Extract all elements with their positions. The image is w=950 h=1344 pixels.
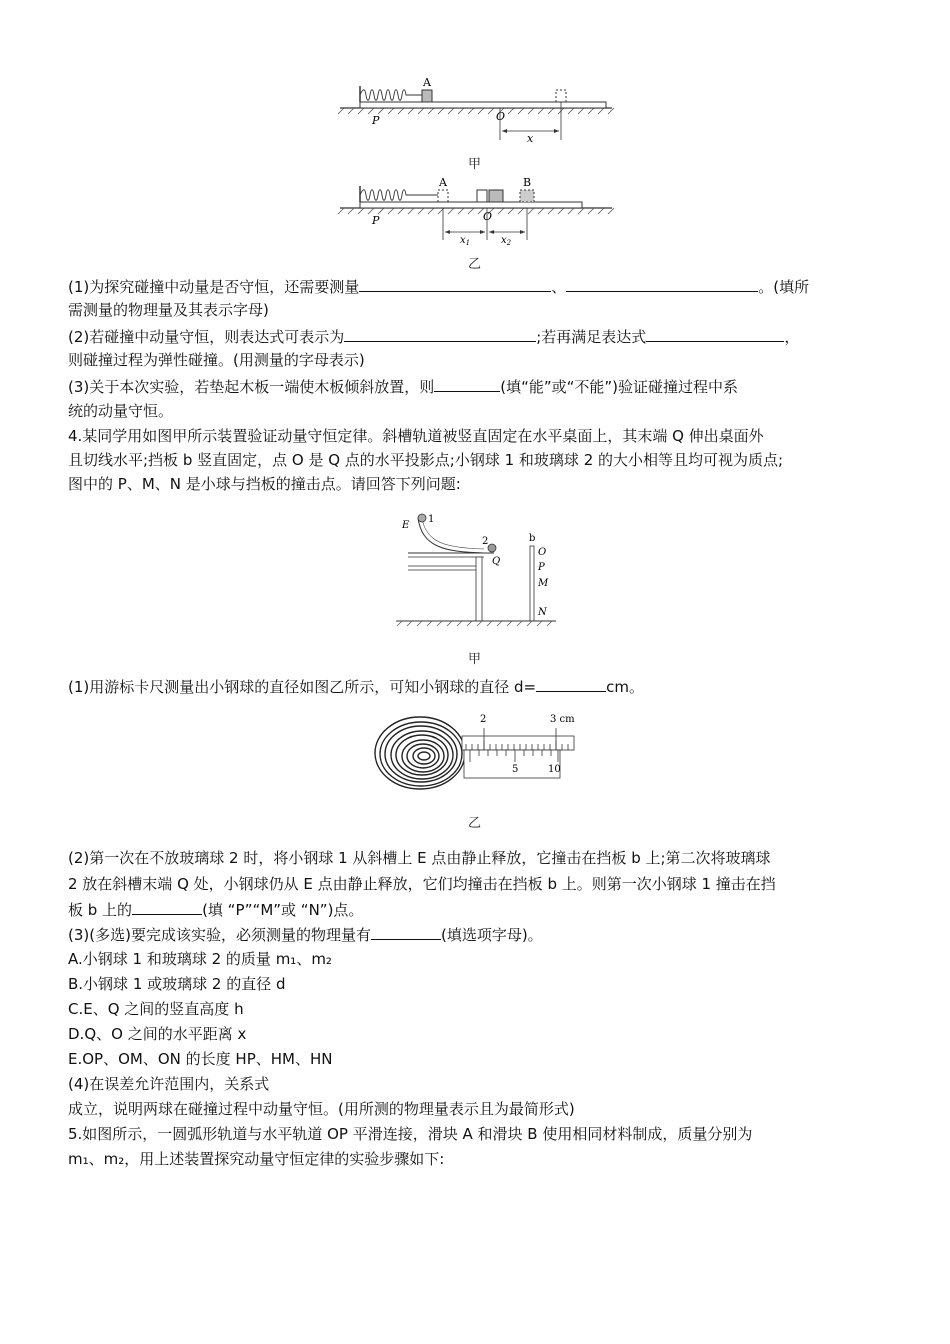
answer-blank[interactable]: [566, 276, 758, 292]
ball-1: [418, 514, 426, 522]
q5-line2: m₁、m₂，用上述装置探究动量守恒定律的实验步骤如下:: [68, 1150, 445, 1168]
figure-jia-spring-track: [336, 74, 616, 154]
label-m: M: [538, 578, 549, 589]
figure-jia-caption: 甲: [468, 157, 482, 172]
answer-blank[interactable]: [132, 899, 202, 915]
answer-blank[interactable]: [344, 326, 536, 342]
label-o: O: [538, 547, 547, 558]
label-n: N: [538, 607, 547, 618]
label-ball-2: 2: [482, 536, 489, 547]
spring: [360, 90, 422, 101]
q3-p3-text-b: (填“能”或“不能”)验证碰撞过程中系: [500, 378, 739, 396]
q4-part4-line2: 成立，说明两球在碰撞过程中动量守恒。(用所测的物理量表示且为最简形式): [68, 1100, 575, 1118]
label-o: O: [496, 110, 506, 123]
block-a: [422, 90, 432, 102]
q3-part1-line2: 需测量的物理量及其表示字母): [68, 301, 269, 319]
q3-p1-text-c: 。(填所: [758, 278, 810, 296]
figure-jia-incline-apparatus: [394, 508, 560, 632]
q3-p1-text-b: 、: [551, 278, 567, 296]
q4-p3-text-b: (填选项字母)。: [440, 926, 543, 944]
label-a: A: [439, 176, 447, 189]
q3-part2-line2: 则碰撞过程为弹性碰撞。(用测量的字母表示): [68, 351, 365, 369]
q4-part1: [68, 676, 644, 697]
wooden-board: [360, 102, 606, 108]
label-b: b: [529, 533, 536, 544]
arrow-head-right: [554, 129, 559, 133]
block-a-dashed: [556, 90, 566, 102]
q5-line1: 5.如图所示，一圆弧形轨道与水平轨道 OP 平滑连接，滑块 A 和滑块 B 使用相同材料制成，质量分别为: [68, 1125, 753, 1143]
q3-part3-line2: 统的动量守恒。: [68, 402, 174, 420]
table-leg: [476, 557, 482, 621]
q4-part3: [68, 924, 543, 945]
answer-blank[interactable]: [371, 924, 441, 940]
label-x2: $x_2$: [501, 235, 512, 247]
q4-p1-text-b: cm。: [606, 678, 644, 696]
q4-part2-line1: (2)第一次在不放玻璃球 2 时，将小钢球 1 从斜槽上 E 点由静止释放，它撞击在挡板 b 上;第二次将玻璃球: [68, 849, 771, 867]
q3-p3-text-a: (3)关于本次实验，若垫起木板一端使木板倾斜放置，则: [68, 378, 435, 396]
figure-yi-collision-track: [336, 176, 616, 252]
block-a-dashed: [438, 190, 448, 202]
q4-intro-line2: 且切线水平;挡板 b 竖直固定，点 O 是 Q 点的水平投影点;小钢球 1 和玻璃球 2 的大小相等且均可视为质点;: [68, 451, 784, 469]
answer-blank[interactable]: [646, 326, 784, 342]
label-o: O: [483, 210, 493, 223]
label-b: B: [523, 176, 532, 189]
q3-p2-text-b: ;若再满足表达式: [536, 328, 647, 346]
label-x1: $x_1$: [460, 235, 471, 247]
q3-p1-text-a: (1)为探究碰撞中动量是否守恒，还需要测量: [68, 278, 360, 296]
q4-option-a: A.小钢球 1 和玻璃球 2 的质量 m₁、m₂: [68, 950, 332, 968]
label-a: A: [423, 76, 431, 89]
q3-p2-text-a: (2)若碰撞中动量守恒，则表达式可表示为: [68, 328, 345, 346]
label-q: Q: [492, 556, 501, 567]
answer-blank[interactable]: [434, 376, 500, 392]
main-tick-2-label: 2: [480, 714, 487, 725]
block-b: [489, 190, 503, 202]
q4-p2-text-d: (填 “P”“M”或 “N”)点。: [202, 901, 364, 919]
ball-2: [488, 544, 496, 552]
q3-p2-text-c: ，: [784, 328, 800, 346]
label-x: x: [527, 132, 534, 145]
main-scale-body: [462, 736, 574, 750]
figure-jia-incline-caption: 甲: [468, 652, 482, 667]
q4-part2-line3: [68, 899, 363, 920]
q3-part1-line1: [68, 276, 809, 297]
vernier-10-label: 10: [548, 764, 561, 775]
label-e: E: [402, 520, 410, 531]
q3-part2-line1: [68, 326, 799, 347]
block-white: [477, 190, 487, 202]
figure-yi-caliper-caption: 乙: [468, 816, 482, 831]
q4-p1-text-a: (1)用游标卡尺测量出小钢球的直径如图乙所示，可知小钢球的直径 d=: [68, 678, 537, 696]
label-ball-1: 1: [428, 514, 435, 525]
label-p: P: [372, 214, 380, 227]
arrow-head-left: [502, 129, 507, 133]
figure-yi-vernier-caliper: [370, 706, 580, 806]
fingerprint-icon: [375, 717, 465, 789]
q4-intro-line3: 图中的 P、M、N 是小球与挡板的撞击点。请回答下列问题:: [68, 475, 461, 493]
wooden-board: [360, 202, 582, 208]
q4-option-c: C.E、Q 之间的竖直高度 h: [68, 1000, 244, 1018]
spring: [360, 190, 438, 201]
q4-option-e: E.OP、OM、ON 的长度 HP、HM、HN: [68, 1050, 333, 1068]
vernier-5-label: 5: [512, 764, 519, 775]
block-b-dashed: [520, 190, 534, 202]
floor-hatch: [397, 621, 552, 626]
answer-blank[interactable]: [359, 276, 551, 292]
figure-yi-caption: 乙: [468, 257, 482, 272]
q4-part4-line1: (4)在误差允许范围内，关系式: [68, 1075, 270, 1093]
q4-p2-text-c: 板 b 上的: [68, 901, 133, 919]
q4-option-b: B.小钢球 1 或玻璃球 2 的直径 d: [68, 975, 286, 993]
board-b: [530, 546, 534, 621]
q4-option-d: D.Q、O 之间的水平距离 x: [68, 1025, 247, 1043]
label-p: P: [538, 562, 545, 573]
answer-blank[interactable]: [536, 676, 606, 692]
q3-part3-line1: [68, 376, 738, 397]
q4-p3-text-a: (3)(多选)要完成该实验，必须测量的物理量有: [68, 926, 371, 944]
main-tick-3-label: 3 cm: [550, 714, 575, 725]
q4-intro-line1: 4.某同学用如图甲所示装置验证动量守恒定律。斜槽轨道被竖直固定在水平桌面上，其末端 Q 伸出桌面外: [68, 427, 764, 445]
q4-part2-line2: 2 放在斜槽末端 Q 处，小钢球仍从 E 点由静止释放，它们均撞击在挡板 b 上。则第一次小钢球 1 撞击在挡: [68, 875, 776, 893]
label-p: P: [372, 114, 380, 127]
